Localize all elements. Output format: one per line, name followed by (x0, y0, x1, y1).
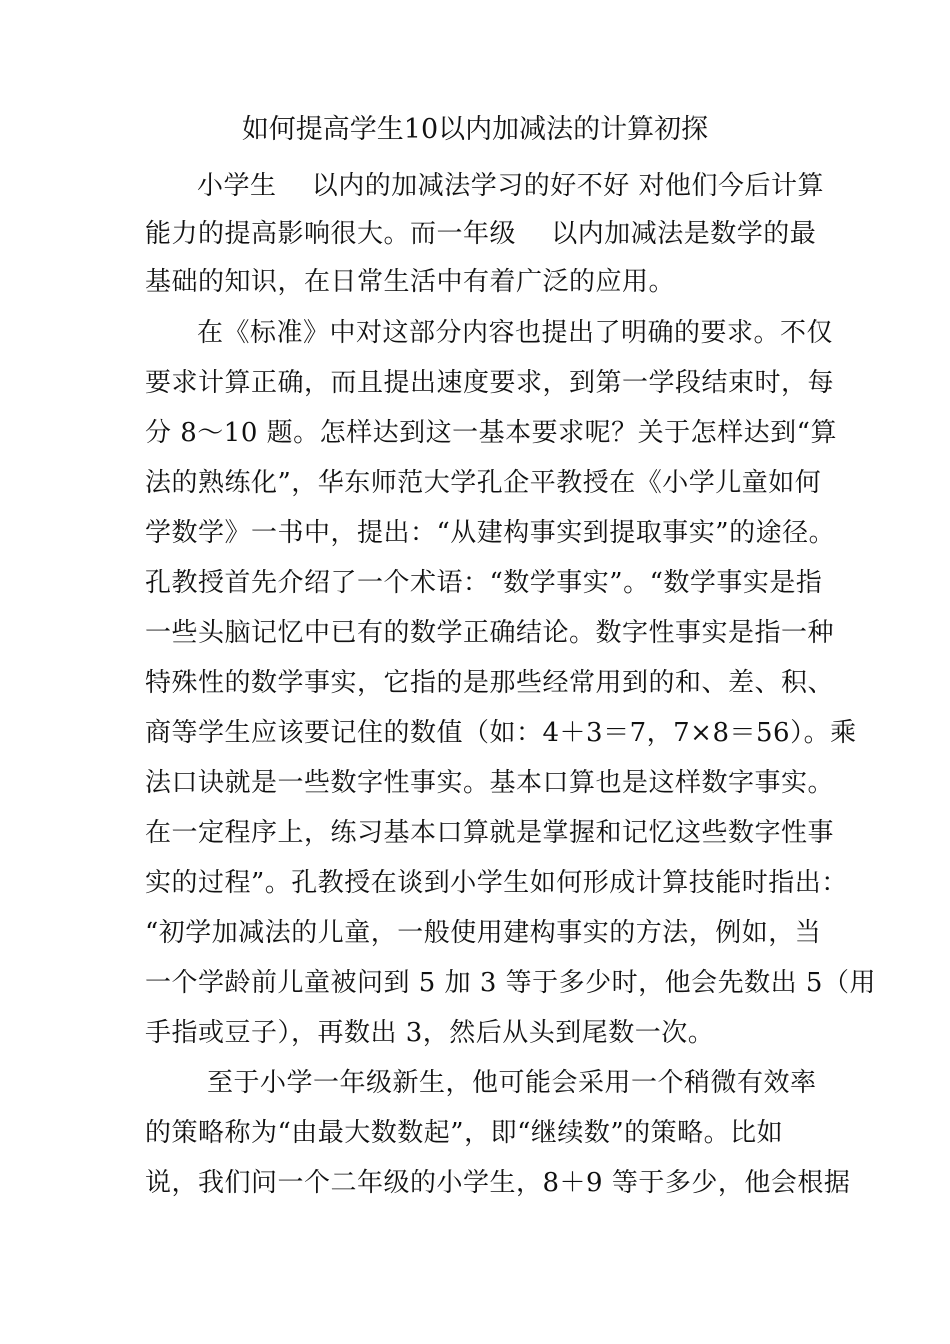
paragraph-2-line-12: 实的过程”。孔教授在谈到小学生如何形成计算技能时指出： (145, 868, 848, 898)
paragraph-3-line-2: 的策略称为“由最大数数起”，即“继续数”的策略。比如 (145, 1118, 784, 1148)
paragraph-2-line-3: 分 8～10 题。怎样达到这一基本要求呢？关于怎样达到“算 (145, 418, 837, 448)
paragraph-3-line-1: 至于小学一年级新生，他可能会采用一个稍微有效率 (207, 1068, 817, 1098)
paragraph-2-line-11: 在一定程序上，练习基本口算就是掌握和记忆这些数字性事 (145, 818, 835, 848)
paragraph-1-line-2: 能力的提高影响很大。而一年级 以内加减法是数学的最 (145, 219, 817, 249)
paragraph-1-line-3: 基础的知识，在日常生活中有着广泛的应用。 (145, 267, 676, 297)
paragraph-2-line-2: 要求计算正确，而且提出速度要求，到第一学段结束时，每 (145, 368, 835, 398)
paragraph-2-line-4: 法的熟练化”，华东师范大学孔企平教授在《小学儿童如何 (145, 468, 822, 498)
paragraph-2-line-5: 学数学》一书中，提出：“从建构事实到提取事实”的途径。 (145, 518, 836, 548)
paragraph-2-line-13: “初学加减法的儿童，一般使用建构事实的方法，例如，当 (145, 918, 822, 948)
paragraph-2-line-10: 法口诀就是一些数字性事实。基本口算也是这样数字事实。 (145, 768, 835, 798)
paragraph-3-line-3: 说，我们问一个二年级的小学生，8＋9 等于多少，他会根据 (145, 1168, 851, 1198)
document-title: 如何提高学生10以内加减法的计算初探 (241, 114, 709, 145)
paragraph-2-line-15: 手指或豆子），再数出 3，然后从头到尾数一次。 (145, 1018, 715, 1048)
paragraph-2-line-9: 商等学生应该要记住的数值（如：4＋3＝7，7×8＝56）。乘 (145, 718, 857, 748)
paragraph-2-line-14: 一个学龄前儿童被问到 5 加 3 等于多少时，他会先数出 5（用 (145, 968, 876, 998)
paragraph-2-line-7: 一些头脑记忆中已有的数学正确结论。数字性事实是指一种 (145, 618, 835, 648)
paragraph-2-line-1: 在《标准》中对这部分内容也提出了明确的要求。不仅 (197, 318, 834, 348)
paragraph-2-line-8: 特殊性的数学事实，它指的是那些经常用到的和、差、积、 (145, 668, 835, 698)
paragraph-2-line-6: 孔教授首先介绍了一个术语：“数学事实”。“数学事实是指 (145, 568, 823, 598)
paragraph-1-line-1: 小学生 以内的加减法学习的好不好 对他们今后计算 (197, 171, 825, 201)
